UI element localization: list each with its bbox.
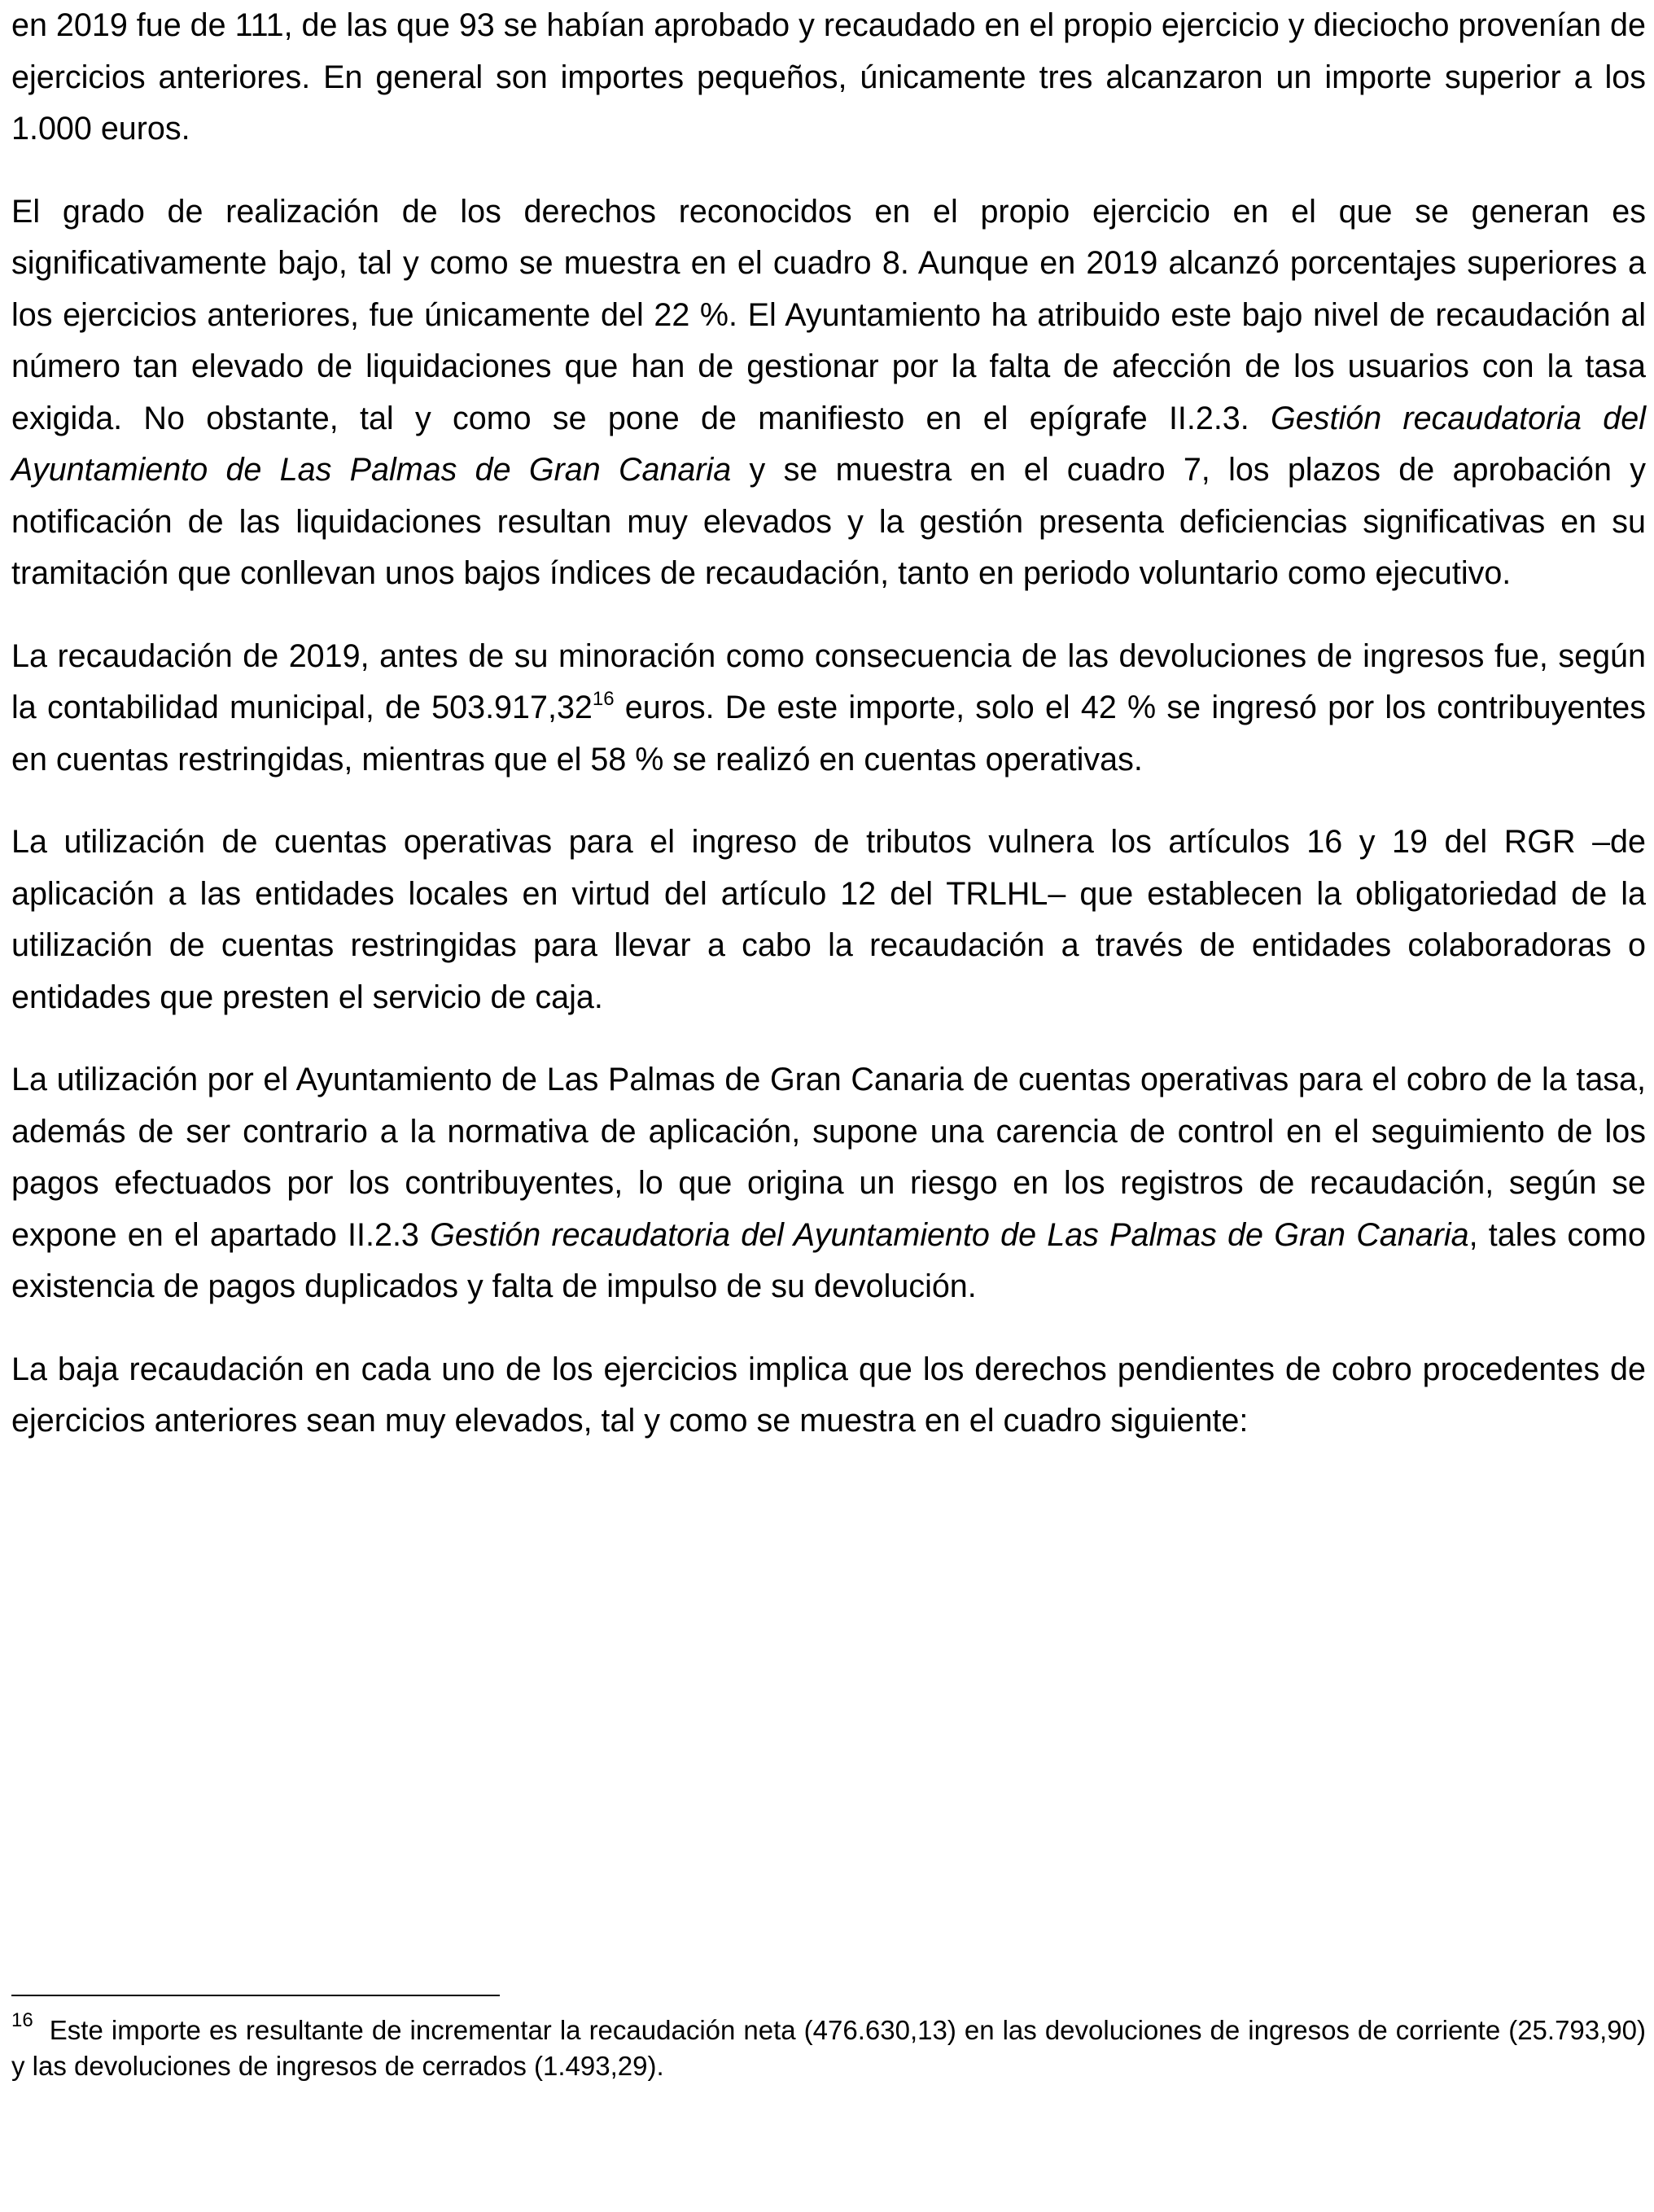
footnote-text: Este importe es resultante de incrementar la recaudación neta (476.630,13) en las devoluciones de ingresos de corriente (25.793,90) y las devoluciones de ingresos de cerrados (1.493,29). (11, 2015, 1646, 2081)
footnote-divider (11, 1995, 500, 1996)
paragraph-5-italic-reference: Gestión recaudatoria del Ayuntamiento de Las Palmas de Gran Canaria (430, 1216, 1469, 1253)
paragraph-5-text-start: La utilización por el Ayuntamiento de Las Palmas de Gran Canaria de cuentas operativas para el cobro de la tasa, además de ser contrario a la normativa de aplicación, supone una carencia de control en el seguimiento de los pagos efectuados por los contribuyentes, lo que origina un riesgo en los registros de recaudación, según se expone en el apartado II.2.3 (11, 1062, 1646, 1253)
paragraph-1-text: en 2019 fue de 111, de las que 93 se habían aprobado y recaudado en el propio ejercicio y dieciocho provenían de ejercicios anteriores. En general son importes pequeños, únicamente tres alcanzaron un importe superior a los 1.000 euros. (11, 7, 1646, 147)
paragraph-2 (11, 186, 1646, 600)
footnote-number: 16 (11, 2009, 33, 2031)
paragraph-4-text: La utilización de cuentas operativas para el ingreso de tributos vulnera los artículos 16 y 19 del RGR –de aplicación a las entidades locales en virtud del artículo 12 del TRLHL– que establecen la obligatoriedad de la utilización de cuentas restringidas para llevar a cabo la recaudación a través de entidades colaboradoras o entidades que presten el servicio de caja. (11, 824, 1646, 1015)
paragraph-5-text-end: , tales como existencia de pagos duplicados y falta de impulso de su devolución. (11, 1216, 1647, 1304)
paragraph-2-text-end: y se muestra en el cuadro 7, los plazos de aprobación y notificación de las liquidaciones resultan muy elevados y la gestión presenta deficiencias significativas en su tramitación que conllevan unos bajos índices de recaudación, tanto en periodo voluntario como ejecutivo. (11, 452, 1646, 591)
paragraph-5 (11, 1054, 1646, 1313)
paragraph-2-text-start: El grado de realización de los derechos reconocidos en el propio ejercicio en el que se generan es significativamente bajo, tal y como se muestra en el cuadro 8. Aunque en 2019 alcanzó porcentajes superiores a los ejercicios anteriores, fue únicamente del 22 %. El Ayuntamiento ha atribuido este bajo nivel de recaudación al número tan elevado de liquidaciones que han de gestionar por la falta de afección de los usuarios con la tasa exigida. No obstante, tal y como se pone de manifiesto en el epígrafe II.2.3. (11, 193, 1646, 436)
paragraph-3-text-end: euros. De este importe, solo el 42 % se ingresó por los contribuyentes en cuentas restringidas, mientras que el 58 % se realizó en cuentas operativas. (11, 690, 1646, 777)
paragraph-6 (11, 1344, 1646, 1448)
footnote-16 (11, 2009, 1646, 2084)
paragraph-3-text-start: La recaudación de 2019, antes de su minoración como consecuencia de las devoluciones de ingresos fue, según la contabilidad municipal, de 503.917,32 (11, 637, 1646, 725)
paragraph-4 (11, 817, 1646, 1023)
footnote-reference-16[interactable]: 16 (592, 687, 615, 710)
paragraph-1 (11, 0, 1646, 155)
paragraph-2-italic-reference: Gestión recaudatoria del Ayuntamiento de Las Palmas de Gran Canaria (11, 400, 1647, 488)
paragraph-6-text: La baja recaudación en cada uno de los ejercicios implica que los derechos pendientes de cobro procedentes de ejercicios anteriores sean muy elevados, tal y como se muestra en el cuadro siguiente: (11, 1351, 1646, 1439)
document-body (11, 0, 1646, 1478)
paragraph-3 (11, 631, 1646, 786)
